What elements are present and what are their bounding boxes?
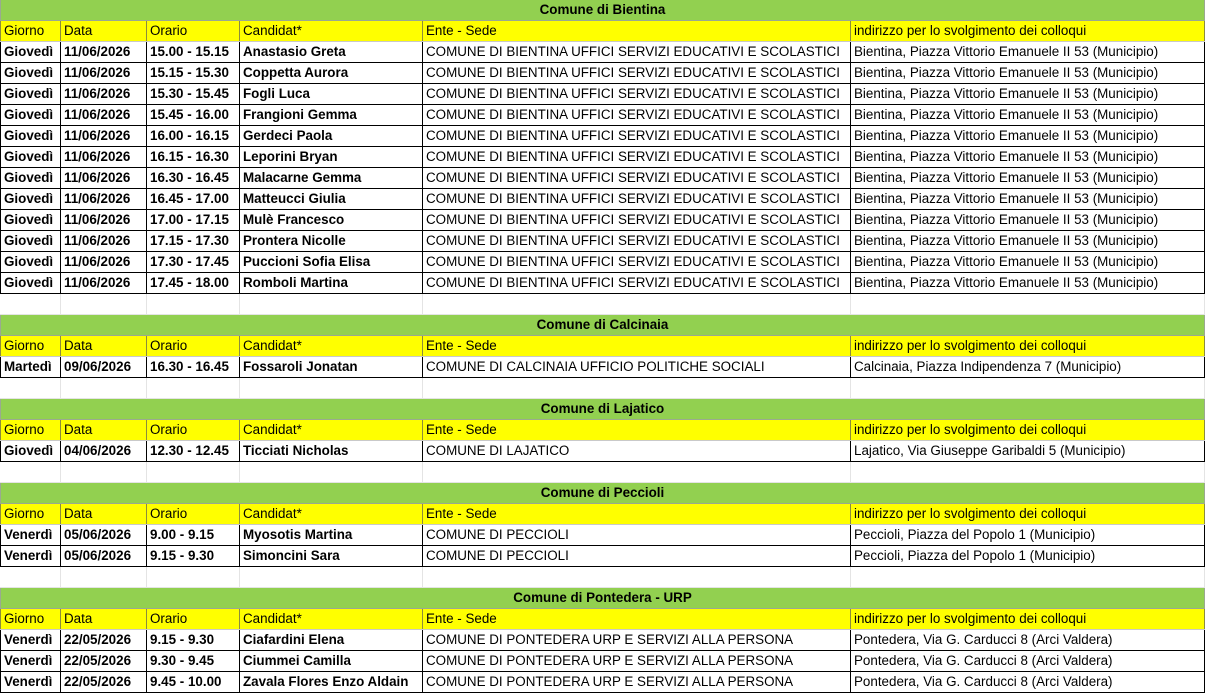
cell-orario[interactable]: 12.30 - 12.45 <box>147 441 240 461</box>
cell-indirizzo[interactable]: Bientina, Piazza Vittorio Emanuele II 53 (Municipio) <box>851 147 1205 167</box>
cell-giorno[interactable]: Giovedì <box>0 168 61 188</box>
cell-giorno[interactable]: Venerdì <box>0 630 61 650</box>
table-row <box>0 126 1205 147</box>
cell-data[interactable]: 05/06/2026 <box>61 525 147 545</box>
cell-indirizzo[interactable]: Pontedera, Via G. Carducci 8 (Arci Valdera) <box>851 651 1205 671</box>
cell-giorno[interactable]: Venerdì <box>0 651 61 671</box>
header-cell-candidato[interactable]: Candidat* <box>240 609 423 629</box>
empty-row <box>0 567 1205 588</box>
table-row <box>0 231 1205 252</box>
header-cell-indirizzo[interactable]: indirizzo per lo svolgimento dei colloqui <box>851 504 1205 524</box>
cell-ente-sede[interactable]: COMUNE DI LAJATICO <box>423 441 851 461</box>
table-row <box>0 630 1205 651</box>
cell-giorno[interactable]: Martedì <box>0 357 61 377</box>
table-row <box>0 441 1205 462</box>
empty-cell[interactable] <box>0 567 61 587</box>
table-row <box>0 651 1205 672</box>
cell-data[interactable]: 22/05/2026 <box>61 672 147 692</box>
cell-orario[interactable]: 15.30 - 15.45 <box>147 84 240 104</box>
cell-orario[interactable]: 16.00 - 16.15 <box>147 126 240 146</box>
header-cell-giorno[interactable]: Giorno <box>0 609 61 629</box>
cell-giorno[interactable]: Giovedì <box>0 210 61 230</box>
cell-giorno[interactable]: Giovedì <box>0 273 61 293</box>
empty-cell[interactable] <box>851 294 1205 314</box>
empty-cell[interactable] <box>423 294 851 314</box>
cell-orario[interactable]: 9.00 - 9.15 <box>147 525 240 545</box>
cell-indirizzo[interactable]: Bientina, Piazza Vittorio Emanuele II 53 (Municipio) <box>851 105 1205 125</box>
cell-giorno[interactable]: Venerdì <box>0 546 61 566</box>
cell-candidato[interactable]: Ciummei Camilla <box>240 651 423 671</box>
cell-giorno[interactable]: Giovedì <box>0 63 61 83</box>
cell-data[interactable]: 09/06/2026 <box>61 357 147 377</box>
cell-data[interactable]: 11/06/2026 <box>61 105 147 125</box>
empty-cell[interactable] <box>851 462 1205 482</box>
cell-candidato[interactable]: Fossaroli Jonatan <box>240 357 423 377</box>
cell-ente-sede[interactable]: COMUNE DI PONTEDERA URP E SERVIZI ALLA PERSONA <box>423 651 851 671</box>
header-cell-candidato[interactable]: Candidat* <box>240 336 423 356</box>
cell-orario[interactable]: 9.45 - 10.00 <box>147 672 240 692</box>
cell-candidato[interactable]: Coppetta Aurora <box>240 63 423 83</box>
cell-data[interactable]: 22/05/2026 <box>61 651 147 671</box>
empty-cell[interactable] <box>147 462 240 482</box>
header-row <box>0 609 1205 630</box>
cell-candidato[interactable]: Ciafardini Elena <box>240 630 423 650</box>
table-row <box>0 273 1205 294</box>
section-title[interactable]: Comune di Bientina <box>0 0 1205 21</box>
cell-candidato[interactable]: Simoncini Sara <box>240 546 423 566</box>
section-title[interactable]: Comune di Calcinaia <box>0 315 1205 336</box>
empty-row <box>0 294 1205 315</box>
empty-cell[interactable] <box>147 378 240 398</box>
empty-cell[interactable] <box>423 378 851 398</box>
cell-candidato[interactable]: Myosotis Martina <box>240 525 423 545</box>
table-row <box>0 42 1205 63</box>
header-cell-giorno[interactable]: Giorno <box>0 504 61 524</box>
cell-giorno[interactable]: Venerdì <box>0 672 61 692</box>
cell-orario[interactable]: 17.30 - 17.45 <box>147 252 240 272</box>
cell-indirizzo[interactable]: Peccioli, Piazza del Popolo 1 (Municipio) <box>851 525 1205 545</box>
header-cell-candidato[interactable]: Candidat* <box>240 420 423 440</box>
cell-candidato[interactable]: Leporini Bryan <box>240 147 423 167</box>
cell-indirizzo[interactable]: Pontedera, Via G. Carducci 8 (Arci Valdera) <box>851 672 1205 692</box>
cell-orario[interactable]: 16.30 - 16.45 <box>147 168 240 188</box>
cell-indirizzo[interactable]: Bientina, Piazza Vittorio Emanuele II 53 (Municipio) <box>851 273 1205 293</box>
empty-cell[interactable] <box>851 378 1205 398</box>
header-cell-giorno[interactable]: Giorno <box>0 21 61 41</box>
cell-giorno[interactable]: Giovedì <box>0 147 61 167</box>
header-cell-orario[interactable]: Orario <box>147 609 240 629</box>
cell-ente-sede[interactable]: COMUNE DI BIENTINA UFFICI SERVIZI EDUCATIVI E SCOLASTICI <box>423 63 851 83</box>
empty-cell[interactable] <box>61 462 147 482</box>
header-cell-data[interactable]: Data <box>61 336 147 356</box>
cell-data[interactable]: 11/06/2026 <box>61 84 147 104</box>
cell-indirizzo[interactable]: Bientina, Piazza Vittorio Emanuele II 53 (Municipio) <box>851 252 1205 272</box>
empty-cell[interactable] <box>61 567 147 587</box>
cell-ente-sede[interactable]: COMUNE DI BIENTINA UFFICI SERVIZI EDUCATIVI E SCOLASTICI <box>423 42 851 62</box>
header-row <box>0 336 1205 357</box>
cell-ente-sede[interactable]: COMUNE DI BIENTINA UFFICI SERVIZI EDUCATIVI E SCOLASTICI <box>423 84 851 104</box>
cell-data[interactable]: 11/06/2026 <box>61 273 147 293</box>
cell-ente-sede[interactable]: COMUNE DI PECCIOLI <box>423 525 851 545</box>
cell-ente-sede[interactable]: COMUNE DI BIENTINA UFFICI SERVIZI EDUCATIVI E SCOLASTICI <box>423 210 851 230</box>
cell-orario[interactable]: 9.30 - 9.45 <box>147 651 240 671</box>
cell-orario[interactable]: 15.15 - 15.30 <box>147 63 240 83</box>
cell-ente-sede[interactable]: COMUNE DI BIENTINA UFFICI SERVIZI EDUCATIVI E SCOLASTICI <box>423 252 851 272</box>
table-row <box>0 105 1205 126</box>
table-row <box>0 546 1205 567</box>
table-row <box>0 672 1205 693</box>
cell-candidato[interactable]: Gerdeci Paola <box>240 126 423 146</box>
cell-candidato[interactable]: Frangioni Gemma <box>240 105 423 125</box>
cell-candidato[interactable]: Puccioni Sofia Elisa <box>240 252 423 272</box>
cell-ente-sede[interactable]: COMUNE DI PECCIOLI <box>423 546 851 566</box>
header-cell-ente-sede[interactable]: Ente - Sede <box>423 21 851 41</box>
cell-candidato[interactable]: Zavala Flores Enzo Aldain <box>240 672 423 692</box>
cell-data[interactable]: 11/06/2026 <box>61 42 147 62</box>
header-cell-candidato[interactable]: Candidat* <box>240 504 423 524</box>
empty-cell[interactable] <box>240 294 423 314</box>
table-row <box>0 210 1205 231</box>
cell-indirizzo[interactable]: Peccioli, Piazza del Popolo 1 (Municipio) <box>851 546 1205 566</box>
cell-ente-sede[interactable]: COMUNE DI BIENTINA UFFICI SERVIZI EDUCATIVI E SCOLASTICI <box>423 189 851 209</box>
header-cell-indirizzo[interactable]: indirizzo per lo svolgimento dei colloqui <box>851 21 1205 41</box>
cell-orario[interactable]: 17.15 - 17.30 <box>147 231 240 251</box>
cell-indirizzo[interactable]: Bientina, Piazza Vittorio Emanuele II 53 (Municipio) <box>851 231 1205 251</box>
header-cell-orario[interactable]: Orario <box>147 504 240 524</box>
table-row <box>0 252 1205 273</box>
cell-candidato[interactable]: Matteucci Giulia <box>240 189 423 209</box>
cell-data[interactable]: 11/06/2026 <box>61 147 147 167</box>
empty-cell[interactable] <box>61 294 147 314</box>
table-row <box>0 147 1205 168</box>
section-title[interactable]: Comune di Pontedera - URP <box>0 588 1205 609</box>
table-row <box>0 168 1205 189</box>
header-cell-data[interactable]: Data <box>61 420 147 440</box>
empty-cell[interactable] <box>147 294 240 314</box>
cell-indirizzo[interactable]: Bientina, Piazza Vittorio Emanuele II 53 (Municipio) <box>851 126 1205 146</box>
cell-ente-sede[interactable]: COMUNE DI CALCINAIA UFFICIO POLITICHE SOCIALI <box>423 357 851 377</box>
header-row <box>0 21 1205 42</box>
header-row <box>0 504 1205 525</box>
cell-data[interactable]: 11/06/2026 <box>61 63 147 83</box>
empty-cell[interactable] <box>147 567 240 587</box>
cell-ente-sede[interactable]: COMUNE DI PONTEDERA URP E SERVIZI ALLA PERSONA <box>423 672 851 692</box>
cell-indirizzo[interactable]: Bientina, Piazza Vittorio Emanuele II 53 (Municipio) <box>851 63 1205 83</box>
header-cell-data[interactable]: Data <box>61 504 147 524</box>
cell-data[interactable]: 22/05/2026 <box>61 630 147 650</box>
cell-indirizzo[interactable]: Bientina, Piazza Vittorio Emanuele II 53 (Municipio) <box>851 42 1205 62</box>
cell-indirizzo[interactable]: Pontedera, Via G. Carducci 8 (Arci Valdera) <box>851 630 1205 650</box>
cell-data[interactable]: 04/06/2026 <box>61 441 147 461</box>
cell-indirizzo[interactable]: Lajatico, Via Giuseppe Garibaldi 5 (Municipio) <box>851 441 1205 461</box>
header-cell-ente-sede[interactable]: Ente - Sede <box>423 420 851 440</box>
header-cell-data[interactable]: Data <box>61 609 147 629</box>
table-row <box>0 63 1205 84</box>
header-cell-data[interactable]: Data <box>61 21 147 41</box>
cell-indirizzo[interactable]: Calcinaia, Piazza Indipendenza 7 (Municipio) <box>851 357 1205 377</box>
cell-giorno[interactable]: Giovedì <box>0 252 61 272</box>
cell-orario[interactable]: 16.15 - 16.30 <box>147 147 240 167</box>
cell-candidato[interactable]: Ticciati Nicholas <box>240 441 423 461</box>
cell-data[interactable]: 05/06/2026 <box>61 546 147 566</box>
header-cell-indirizzo[interactable]: indirizzo per lo svolgimento dei colloqui <box>851 336 1205 356</box>
header-cell-ente-sede[interactable]: Ente - Sede <box>423 336 851 356</box>
empty-row <box>0 462 1205 483</box>
cell-giorno[interactable]: Giovedì <box>0 441 61 461</box>
header-row <box>0 420 1205 441</box>
cell-giorno[interactable]: Venerdì <box>0 525 61 545</box>
header-cell-candidato[interactable]: Candidat* <box>240 21 423 41</box>
cell-indirizzo[interactable]: Bientina, Piazza Vittorio Emanuele II 53 (Municipio) <box>851 189 1205 209</box>
cell-indirizzo[interactable]: Bientina, Piazza Vittorio Emanuele II 53 (Municipio) <box>851 84 1205 104</box>
cell-candidato[interactable]: Fogli Luca <box>240 84 423 104</box>
header-cell-ente-sede[interactable]: Ente - Sede <box>423 609 851 629</box>
empty-cell[interactable] <box>240 378 423 398</box>
header-cell-giorno[interactable]: Giorno <box>0 336 61 356</box>
header-cell-indirizzo[interactable]: indirizzo per lo svolgimento dei colloqui <box>851 609 1205 629</box>
cell-giorno[interactable]: Giovedì <box>0 231 61 251</box>
cell-candidato[interactable]: Anastasio Greta <box>240 42 423 62</box>
header-cell-ente-sede[interactable]: Ente - Sede <box>423 504 851 524</box>
cell-giorno[interactable]: Giovedì <box>0 126 61 146</box>
empty-row <box>0 378 1205 399</box>
cell-candidato[interactable]: Prontera Nicolle <box>240 231 423 251</box>
empty-cell[interactable] <box>851 567 1205 587</box>
cell-ente-sede[interactable]: COMUNE DI BIENTINA UFFICI SERVIZI EDUCATIVI E SCOLASTICI <box>423 168 851 188</box>
table-row <box>0 357 1205 378</box>
cell-indirizzo[interactable]: Bientina, Piazza Vittorio Emanuele II 53 (Municipio) <box>851 168 1205 188</box>
cell-giorno[interactable]: Giovedì <box>0 105 61 125</box>
section-title[interactable]: Comune di Peccioli <box>0 483 1205 504</box>
cell-data[interactable]: 11/06/2026 <box>61 168 147 188</box>
cell-data[interactable]: 11/06/2026 <box>61 126 147 146</box>
cell-candidato[interactable]: Mulè Francesco <box>240 210 423 230</box>
cell-giorno[interactable]: Giovedì <box>0 84 61 104</box>
empty-cell[interactable] <box>61 378 147 398</box>
empty-cell[interactable] <box>423 462 851 482</box>
cell-orario[interactable]: 9.15 - 9.30 <box>147 546 240 566</box>
cell-ente-sede[interactable]: COMUNE DI BIENTINA UFFICI SERVIZI EDUCATIVI E SCOLASTICI <box>423 147 851 167</box>
empty-cell[interactable] <box>0 294 61 314</box>
table-row <box>0 525 1205 546</box>
table-row <box>0 84 1205 105</box>
cell-data[interactable]: 11/06/2026 <box>61 189 147 209</box>
cell-orario[interactable]: 16.45 - 17.00 <box>147 189 240 209</box>
cell-orario[interactable]: 17.45 - 18.00 <box>147 273 240 293</box>
header-cell-giorno[interactable]: Giorno <box>0 420 61 440</box>
cell-ente-sede[interactable]: COMUNE DI BIENTINA UFFICI SERVIZI EDUCATIVI E SCOLASTICI <box>423 105 851 125</box>
empty-cell[interactable] <box>240 567 423 587</box>
cell-candidato[interactable]: Malacarne Gemma <box>240 168 423 188</box>
cell-giorno[interactable]: Giovedì <box>0 42 61 62</box>
cell-ente-sede[interactable]: COMUNE DI BIENTINA UFFICI SERVIZI EDUCATIVI E SCOLASTICI <box>423 273 851 293</box>
cell-ente-sede[interactable]: COMUNE DI BIENTINA UFFICI SERVIZI EDUCATIVI E SCOLASTICI <box>423 126 851 146</box>
empty-cell[interactable] <box>0 378 61 398</box>
cell-candidato[interactable]: Romboli Martina <box>240 273 423 293</box>
cell-orario[interactable]: 15.45 - 16.00 <box>147 105 240 125</box>
cell-orario[interactable]: 9.15 - 9.30 <box>147 630 240 650</box>
cell-ente-sede[interactable]: COMUNE DI BIENTINA UFFICI SERVIZI EDUCATIVI E SCOLASTICI <box>423 231 851 251</box>
cell-data[interactable]: 11/06/2026 <box>61 252 147 272</box>
cell-orario[interactable]: 15.00 - 15.15 <box>147 42 240 62</box>
section-title[interactable]: Comune di Lajatico <box>0 399 1205 420</box>
header-cell-indirizzo[interactable]: indirizzo per lo svolgimento dei colloqui <box>851 420 1205 440</box>
cell-indirizzo[interactable]: Bientina, Piazza Vittorio Emanuele II 53 (Municipio) <box>851 210 1205 230</box>
cell-data[interactable]: 11/06/2026 <box>61 231 147 251</box>
empty-cell[interactable] <box>0 462 61 482</box>
cell-giorno[interactable]: Giovedì <box>0 189 61 209</box>
cell-orario[interactable]: 16.30 - 16.45 <box>147 357 240 377</box>
table-row <box>0 189 1205 210</box>
cell-orario[interactable]: 17.00 - 17.15 <box>147 210 240 230</box>
cell-data[interactable]: 11/06/2026 <box>61 210 147 230</box>
header-cell-orario[interactable]: Orario <box>147 420 240 440</box>
empty-cell[interactable] <box>423 567 851 587</box>
header-cell-orario[interactable]: Orario <box>147 336 240 356</box>
empty-cell[interactable] <box>240 462 423 482</box>
cell-ente-sede[interactable]: COMUNE DI PONTEDERA URP E SERVIZI ALLA PERSONA <box>423 630 851 650</box>
header-cell-orario[interactable]: Orario <box>147 21 240 41</box>
